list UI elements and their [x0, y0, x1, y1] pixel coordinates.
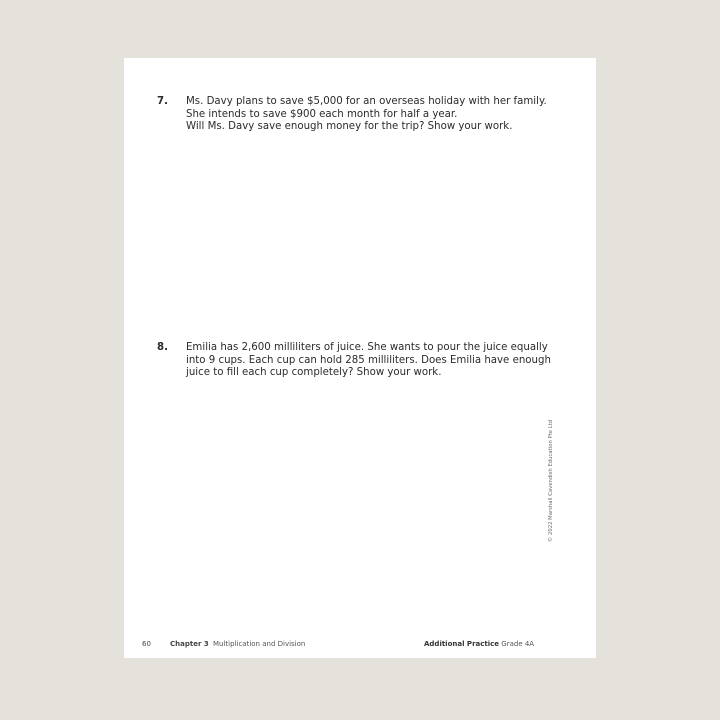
copyright-text: © 2022 Marshall Cavendish Education Pte Ltd [548, 419, 554, 542]
question-line: She intends to save $900 each month for half a year. [186, 108, 458, 120]
book-series: Additional Practice [424, 640, 500, 648]
book-title [424, 640, 534, 648]
book-grade: Grade 4A [501, 640, 535, 648]
question-line: Ms. Davy plans to save $5,000 for an overseas holiday with her family. [186, 96, 547, 107]
question-line: Emilia has 2,600 milliliters of juice. She wants to pour the juice equally [186, 342, 548, 353]
question-line: Will Ms. Davy save enough money for the trip? Show your work. [186, 121, 513, 132]
question-text [186, 96, 566, 134]
chapter-label: Chapter 3 [170, 640, 209, 648]
chapter-name: Multiplication and Division [213, 640, 306, 648]
worksheet-page [124, 58, 596, 658]
question-line: juice to fill each cup completely? Show your work. [186, 367, 442, 378]
page-number: 60 [142, 640, 151, 648]
page-footer [124, 640, 596, 654]
question-number: 7. [157, 96, 168, 107]
question-number: 8. [157, 342, 168, 353]
question-line: into 9 cups. Each cup can hold 285 milliliters. Does Emilia have enough [186, 354, 551, 366]
question-text [186, 342, 566, 380]
